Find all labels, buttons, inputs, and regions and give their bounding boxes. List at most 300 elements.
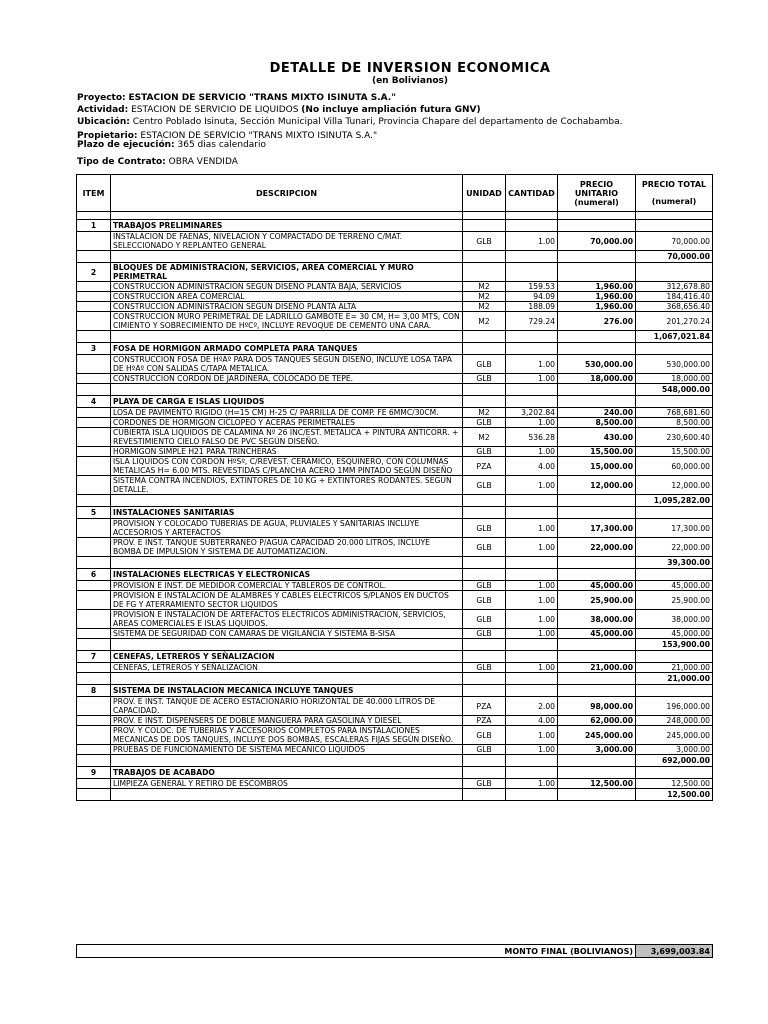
item-description: CONSTRUCCION MURO PERIMETRAL DE LADRILLO GAMBOTE E= 30 CM, H= 3,00 MTS, CON CIMIENTO Y SOBRECIMIENTO DE HºCº, INCLUYE REVOQUE DE CEMENTO UNA CARA. <box>111 312 463 331</box>
empty-cell <box>506 789 558 801</box>
empty-cell <box>463 212 506 220</box>
empty-cell <box>636 343 713 355</box>
col-total-price-sub: (numeral) <box>651 197 697 206</box>
item-quantity: 1.00 <box>506 418 558 428</box>
budget-body <box>77 212 713 801</box>
empty-cell <box>558 396 636 408</box>
item-total-price: 18,000.00 <box>636 374 713 384</box>
section-title: TRABAJOS DE ACABADO <box>111 767 463 779</box>
item-description: ISLA LIQUIDOS CON CORDON HºSº, C/REVEST. CERAMICO, ESQUINERO, CON COLUMNAS METALICAS H= 6.00 MTS. REVESTIDAS C/PLANCHA ACERO 1MM PINTADO SEGÚN DISEÑO <box>111 457 463 476</box>
item-quantity: 536.28 <box>506 428 558 447</box>
empty-cell <box>463 673 506 685</box>
empty-cell <box>636 685 713 697</box>
empty-cell <box>77 457 111 476</box>
item-quantity: 1.00 <box>506 519 558 538</box>
item-unit-price: 245,000.00 <box>558 726 636 745</box>
empty-cell <box>558 685 636 697</box>
item-description: SISTEMA CONTRA INCENDIOS, EXTINTORES DE 10 KG + EXTINTORES RODANTES. SEGÚN DETALLE. <box>111 476 463 495</box>
item-unit-price: 62,000.00 <box>558 716 636 726</box>
table-row <box>77 374 713 384</box>
section-header-row <box>77 767 713 779</box>
section-number: 1 <box>77 220 111 232</box>
empty-cell <box>558 755 636 767</box>
item-total-price: 12,500.00 <box>636 779 713 789</box>
item-total-price: 15,500.00 <box>636 447 713 457</box>
empty-cell <box>506 384 558 396</box>
item-total-price: 8,500.00 <box>636 418 713 428</box>
section-header-row <box>77 651 713 663</box>
empty-cell <box>558 789 636 801</box>
empty-cell <box>77 331 111 343</box>
empty-cell <box>463 685 506 697</box>
item-quantity: 1.00 <box>506 591 558 610</box>
item-description: PROV. E INST. TANQUE DE ACERO ESTACIONARIO HORIZONTAL DE 40.000 LITROS DE CAPACIDAD. <box>111 697 463 716</box>
empty-cell <box>463 251 506 263</box>
table-row <box>77 745 713 755</box>
empty-cell <box>506 507 558 519</box>
section-number: 9 <box>77 767 111 779</box>
contract-value: OBRA VENDIDA <box>168 157 238 167</box>
empty-cell <box>463 384 506 396</box>
empty-cell <box>77 418 111 428</box>
item-description: CONSTRUCCION ADMINISTRACION SEGÚN DISEÑO PLANTA BAJA, SERVICIOS <box>111 282 463 292</box>
section-total: 1,067,021.84 <box>636 331 713 343</box>
item-unit-price: 45,000.00 <box>558 629 636 639</box>
section-title: INSTALACIONES ELECTRICAS Y ELECTRONICAS <box>111 569 463 581</box>
table-row <box>77 408 713 418</box>
item-quantity: 2.00 <box>506 697 558 716</box>
section-number: 4 <box>77 396 111 408</box>
item-total-price: 245,000.00 <box>636 726 713 745</box>
table-row <box>77 292 713 302</box>
item-quantity: 3,202.84 <box>506 408 558 418</box>
empty-cell <box>111 212 463 220</box>
spacer-row <box>77 212 713 220</box>
table-row <box>77 476 713 495</box>
section-total-row <box>77 755 713 767</box>
item-total-price: 25,900.00 <box>636 591 713 610</box>
empty-cell <box>463 639 506 651</box>
budget-table <box>76 174 713 801</box>
empty-cell <box>77 663 111 673</box>
item-unit: GLB <box>463 581 506 591</box>
item-description: LOSA DE PAVIMENTO RIGIDO (H=15 CM) H-25 C/ PARRILLA DE COMP. FE 6MMC/30CM. <box>111 408 463 418</box>
empty-cell <box>77 610 111 629</box>
activity-label: Actividad: <box>77 105 129 115</box>
item-unit-price: 240.00 <box>558 408 636 418</box>
empty-cell <box>463 331 506 343</box>
owner-value: ESTACION DE SERVICIO "TRANS MIXTO ISINUTA S.A." <box>140 131 378 141</box>
item-unit: GLB <box>463 232 506 251</box>
item-total-price: 17,300.00 <box>636 519 713 538</box>
item-unit-price: 15,500.00 <box>558 447 636 457</box>
empty-cell <box>558 331 636 343</box>
table-row <box>77 302 713 312</box>
empty-cell <box>506 331 558 343</box>
item-total-price: 60,000.00 <box>636 457 713 476</box>
item-unit: PZA <box>463 457 506 476</box>
empty-cell <box>636 263 713 282</box>
item-unit-price: 70,000.00 <box>558 232 636 251</box>
item-description: SISTEMA DE SEGURIDAD CON CAMARAS DE VIGILANCIA Y SISTEMA B-SISA <box>111 629 463 639</box>
empty-cell <box>506 651 558 663</box>
item-quantity: 1.00 <box>506 663 558 673</box>
item-unit-price: 12,000.00 <box>558 476 636 495</box>
empty-cell <box>506 263 558 282</box>
item-unit-price: 530,000.00 <box>558 355 636 374</box>
final-total-row <box>77 945 713 958</box>
item-unit: M2 <box>463 282 506 292</box>
empty-cell <box>636 507 713 519</box>
section-total: 12,500.00 <box>636 789 713 801</box>
empty-cell <box>77 476 111 495</box>
empty-cell <box>77 581 111 591</box>
table-row <box>77 716 713 726</box>
table-row <box>77 447 713 457</box>
empty-cell <box>77 629 111 639</box>
table-row <box>77 232 713 251</box>
empty-cell <box>558 384 636 396</box>
table-row <box>77 610 713 629</box>
item-unit-price: 22,000.00 <box>558 538 636 557</box>
item-description: PROVISION E INSTALACION DE ARTEFACTOS ELECTRICOS ADMINISTRACION, SERVICIOS, AREAS COMERCIALES E ISLAS LIQUIDOS. <box>111 610 463 629</box>
item-total-price: 70,000.00 <box>636 232 713 251</box>
location-value: Centro Poblado Isinuta, Sección Municipal Villa Tunari, Provincia Chapare del departamento de Cochabamba. <box>132 117 623 127</box>
location-line <box>77 117 623 127</box>
empty-cell <box>558 343 636 355</box>
table-row <box>77 282 713 292</box>
empty-cell <box>463 755 506 767</box>
section-title: SISTEMA DE INSTALACION MECANICA INCLUYE TANQUES <box>111 685 463 697</box>
empty-cell <box>558 569 636 581</box>
empty-cell <box>77 495 111 507</box>
empty-cell <box>77 519 111 538</box>
item-unit: GLB <box>463 591 506 610</box>
empty-cell <box>111 557 463 569</box>
item-quantity: 1.00 <box>506 538 558 557</box>
item-quantity: 1.00 <box>506 476 558 495</box>
empty-cell <box>111 789 463 801</box>
section-title: TRABAJOS PRELIMINARES <box>111 220 463 232</box>
section-title: CENEFAS, LETREROS Y SEÑALIZACION <box>111 651 463 663</box>
location-label: Ubicación: <box>77 117 130 127</box>
item-description: CONSTRUCCION ADMINISTRACION SEGÚN DISEÑO PLANTA ALTA <box>111 302 463 312</box>
empty-cell <box>77 251 111 263</box>
item-description: PROVISION Y COLOCADO TUBERIAS DE AGUA, PLUVIALES Y SANITARIAS INCLUYE ACCESORIOS Y ARTEFACTOS <box>111 519 463 538</box>
item-quantity: 1.00 <box>506 779 558 789</box>
section-total-row <box>77 673 713 685</box>
col-unit: UNIDAD <box>463 175 506 212</box>
item-total-price: 248,000.00 <box>636 716 713 726</box>
empty-cell <box>506 569 558 581</box>
empty-cell <box>636 767 713 779</box>
empty-cell <box>77 302 111 312</box>
empty-cell <box>77 428 111 447</box>
empty-cell <box>77 639 111 651</box>
section-total: 692,000.00 <box>636 755 713 767</box>
contract-line <box>77 157 238 167</box>
item-quantity: 188.09 <box>506 302 558 312</box>
item-total-price: 12,000.00 <box>636 476 713 495</box>
empty-cell <box>111 331 463 343</box>
item-quantity: 729.24 <box>506 312 558 331</box>
table-row <box>77 779 713 789</box>
item-unit: M2 <box>463 302 506 312</box>
item-quantity: 4.00 <box>506 716 558 726</box>
section-total: 70,000.00 <box>636 251 713 263</box>
section-number: 8 <box>77 685 111 697</box>
section-title: INSTALACIONES SANITARIAS <box>111 507 463 519</box>
empty-cell <box>463 767 506 779</box>
empty-cell <box>506 495 558 507</box>
section-header-row <box>77 263 713 282</box>
item-description: CONSTRUCCION AREA COMERCIAL <box>111 292 463 302</box>
item-total-price: 768,681.60 <box>636 408 713 418</box>
item-unit: M2 <box>463 312 506 331</box>
table-row <box>77 591 713 610</box>
item-unit-price: 1,960.00 <box>558 302 636 312</box>
empty-cell <box>463 789 506 801</box>
item-unit: M2 <box>463 292 506 302</box>
empty-cell <box>558 507 636 519</box>
contract-label: Tipo de Contrato: <box>77 157 166 167</box>
empty-cell <box>558 557 636 569</box>
table-header-row <box>77 175 713 212</box>
empty-cell <box>506 755 558 767</box>
empty-cell <box>111 673 463 685</box>
final-total-table <box>76 944 713 958</box>
item-description: PROV. E INST. DISPENSERS DE DOBLE MANGUERA PARA GASOLINA Y DIESEL <box>111 716 463 726</box>
item-unit: GLB <box>463 418 506 428</box>
item-total-price: 201,270.24 <box>636 312 713 331</box>
empty-cell <box>77 447 111 457</box>
section-header-row <box>77 396 713 408</box>
empty-cell <box>463 495 506 507</box>
empty-cell <box>558 651 636 663</box>
item-unit: GLB <box>463 610 506 629</box>
item-unit-price: 98,000.00 <box>558 697 636 716</box>
item-description: PROVISION E INST. DE MEDIDOR COMERCIAL Y TABLEROS DE CONTROL. <box>111 581 463 591</box>
section-total: 21,000.00 <box>636 673 713 685</box>
item-quantity: 1.00 <box>506 447 558 457</box>
empty-cell <box>77 292 111 302</box>
empty-cell <box>111 251 463 263</box>
item-unit: GLB <box>463 663 506 673</box>
section-header-row <box>77 220 713 232</box>
item-description: HORMIGON SIMPLE H21 PARA TRINCHERAS <box>111 447 463 457</box>
section-number: 5 <box>77 507 111 519</box>
table-row <box>77 629 713 639</box>
empty-cell <box>77 591 111 610</box>
item-description: INSTALACION DE FAENAS, NIVELACION Y COMPACTADO DE TERRENO C/MAT. SELECCIONADO Y REPLANTEO GENERAL <box>111 232 463 251</box>
empty-cell <box>463 507 506 519</box>
table-row <box>77 726 713 745</box>
section-total-row <box>77 331 713 343</box>
section-title: PLAYA DE CARGA E ISLAS LIQUIDOS <box>111 396 463 408</box>
empty-cell <box>558 212 636 220</box>
item-description: PROV. E INST. TANQUE SUBTERRANEO P/AGUA CAPACIDAD 20.000 LITROS, INCLUYE BOMBA DE IMPULSION Y SISTEMA DE AUTOMATIZACION. <box>111 538 463 557</box>
empty-cell <box>77 282 111 292</box>
item-unit: GLB <box>463 538 506 557</box>
term-line <box>77 140 266 150</box>
col-unit-price: PRECIO UNITARIO (numeral) <box>558 175 636 212</box>
empty-cell <box>506 251 558 263</box>
item-unit-price: 38,000.00 <box>558 610 636 629</box>
document-subtitle: (en Bolivianos) <box>371 76 449 86</box>
empty-cell <box>636 212 713 220</box>
empty-cell <box>506 343 558 355</box>
item-quantity: 94.09 <box>506 292 558 302</box>
item-unit: GLB <box>463 745 506 755</box>
item-quantity: 1.00 <box>506 355 558 374</box>
empty-cell <box>506 557 558 569</box>
empty-cell <box>558 639 636 651</box>
table-row <box>77 428 713 447</box>
empty-cell <box>111 639 463 651</box>
empty-cell <box>77 673 111 685</box>
activity-line <box>77 105 481 115</box>
item-unit-price: 25,900.00 <box>558 591 636 610</box>
final-total-label: MONTO FINAL (BOLIVIANOS) <box>77 945 636 958</box>
empty-cell <box>558 220 636 232</box>
item-quantity: 1.00 <box>506 726 558 745</box>
empty-cell <box>77 779 111 789</box>
item-unit-price: 12,500.00 <box>558 779 636 789</box>
table-row <box>77 519 713 538</box>
item-description: PROV. Y COLOC. DE TUBERIAS Y ACCESORIOS COMPLETOS PARA INSTALACIONES MECANICAS DE DOS TANQUES, INCLUYE DOS BOMBAS, ESCALERAS FIJAS SEGÚN DISEÑO. <box>111 726 463 745</box>
table-row <box>77 312 713 331</box>
empty-cell <box>77 745 111 755</box>
section-header-row <box>77 507 713 519</box>
item-total-price: 45,000.00 <box>636 581 713 591</box>
item-description: CUBIERTA ISLA LIQUIDOS DE CALAMINA Nº 26 INC/EST. METALICA + PINTURA ANTICORR. + REVESTIMIENTO CIELO FALSO DE PVC SEGÚN DISEÑO. <box>111 428 463 447</box>
final-total-value: 3,699,003.84 <box>636 945 713 958</box>
item-unit: M2 <box>463 428 506 447</box>
empty-cell <box>77 789 111 801</box>
empty-cell <box>506 220 558 232</box>
item-unit: GLB <box>463 519 506 538</box>
item-total-price: 530,000.00 <box>636 355 713 374</box>
item-unit-price: 8,500.00 <box>558 418 636 428</box>
term-value: 365 dias calendario <box>177 140 266 150</box>
item-total-price: 230,600.40 <box>636 428 713 447</box>
item-unit-price: 17,300.00 <box>558 519 636 538</box>
empty-cell <box>463 569 506 581</box>
section-total-row <box>77 639 713 651</box>
item-unit: M2 <box>463 408 506 418</box>
section-total-row <box>77 251 713 263</box>
item-unit: GLB <box>463 726 506 745</box>
item-unit: GLB <box>463 779 506 789</box>
empty-cell <box>558 767 636 779</box>
section-total-row <box>77 495 713 507</box>
section-number: 3 <box>77 343 111 355</box>
item-total-price: 3,000.00 <box>636 745 713 755</box>
table-row <box>77 663 713 673</box>
section-number: 7 <box>77 651 111 663</box>
empty-cell <box>77 312 111 331</box>
item-total-price: 368,656.40 <box>636 302 713 312</box>
section-header-row <box>77 569 713 581</box>
section-number: 6 <box>77 569 111 581</box>
col-total-price-label: PRECIO TOTAL <box>641 180 707 189</box>
activity-value: ESTACION DE SERVICIO DE LIQUIDOS <box>131 105 299 115</box>
section-total: 153,900.00 <box>636 639 713 651</box>
item-total-price: 45,000.00 <box>636 629 713 639</box>
item-quantity: 4.00 <box>506 457 558 476</box>
section-total: 39,300.00 <box>636 557 713 569</box>
col-total-price <box>636 175 713 212</box>
empty-cell <box>558 673 636 685</box>
item-total-price: 196,000.00 <box>636 697 713 716</box>
section-total-row <box>77 789 713 801</box>
empty-cell <box>506 767 558 779</box>
empty-cell <box>506 396 558 408</box>
project-line <box>77 93 396 103</box>
item-quantity: 159.53 <box>506 282 558 292</box>
empty-cell <box>77 716 111 726</box>
empty-cell <box>636 569 713 581</box>
item-description: PRUEBAS DE FUNCIONAMIENTO DE SISTEMA MECANICO LIQUIDOS <box>111 745 463 755</box>
document-title: DETALLE DE INVERSION ECONOMICA <box>269 61 551 76</box>
item-quantity: 1.00 <box>506 610 558 629</box>
table-row <box>77 581 713 591</box>
empty-cell <box>111 384 463 396</box>
item-unit-price: 3,000.00 <box>558 745 636 755</box>
empty-cell <box>636 651 713 663</box>
section-number: 2 <box>77 263 111 282</box>
empty-cell <box>77 755 111 767</box>
empty-cell <box>77 355 111 374</box>
empty-cell <box>463 220 506 232</box>
item-unit: PZA <box>463 716 506 726</box>
item-total-price: 22,000.00 <box>636 538 713 557</box>
empty-cell <box>506 212 558 220</box>
empty-cell <box>77 557 111 569</box>
item-quantity: 1.00 <box>506 374 558 384</box>
empty-cell <box>77 384 111 396</box>
empty-cell <box>506 673 558 685</box>
empty-cell <box>463 263 506 282</box>
section-header-row <box>77 685 713 697</box>
item-unit-price: 45,000.00 <box>558 581 636 591</box>
item-description: CORDONES DE HORMIGON CICLOPEO Y ACERAS PERIMETRALES <box>111 418 463 428</box>
item-unit-price: 430.00 <box>558 428 636 447</box>
project-value: ESTACION DE SERVICIO "TRANS MIXTO ISINUTA S.A." <box>128 93 396 103</box>
item-unit-price: 276.00 <box>558 312 636 331</box>
section-total-row <box>77 384 713 396</box>
table-row <box>77 697 713 716</box>
col-description: DESCRIPCION <box>111 175 463 212</box>
empty-cell <box>111 755 463 767</box>
item-unit: GLB <box>463 374 506 384</box>
item-description: CENEFAS, LETREROS Y SEÑALIZACION <box>111 663 463 673</box>
section-total: 1,095,282.00 <box>636 495 713 507</box>
owner-label: Propietario: <box>77 131 138 141</box>
table-row <box>77 457 713 476</box>
col-item: ITEM <box>77 175 111 212</box>
project-label: Proyecto: <box>77 93 126 103</box>
item-unit: PZA <box>463 697 506 716</box>
empty-cell <box>77 374 111 384</box>
empty-cell <box>636 396 713 408</box>
item-unit-price: 18,000.00 <box>558 374 636 384</box>
item-unit-price: 21,000.00 <box>558 663 636 673</box>
section-title: FOSA DE HORMIGON ARMADO COMPLETA PARA TANQUES <box>111 343 463 355</box>
empty-cell <box>77 697 111 716</box>
activity-note: (No incluye ampliación futura GNV) <box>301 105 481 115</box>
empty-cell <box>111 495 463 507</box>
